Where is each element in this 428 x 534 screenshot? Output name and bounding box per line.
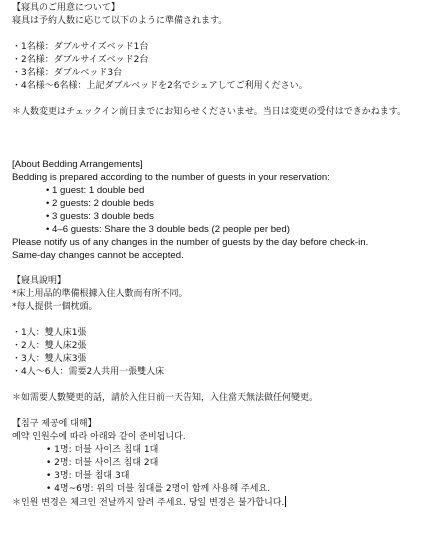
en-item-2: • 2 guests: 2 double beds [46, 198, 154, 209]
ko-item-1: • 1명: 더블 사이즈 침대 1대 [46, 445, 158, 455]
ja-heading: 【寝具のご用意について】 [12, 3, 120, 13]
ja-item-1: ・1名様：ダブルサイズベッド1台 [12, 42, 149, 52]
ko-heading: 【침구 제공에 대해】 [12, 419, 97, 429]
zh-item-3: ・3人：雙人床3張 [12, 354, 87, 364]
zh-line-2: *每人提供一個枕頭。 [12, 302, 98, 312]
en-note-2: Same-day changes cannot be accepted. [12, 250, 184, 261]
ko-intro: 예약 인원수에 따라 아래와 같이 준비됩니다. [12, 432, 186, 442]
ko-note-line[interactable] [12, 496, 420, 509]
en-item-4: • 4–6 guests: Share the 3 double beds (2 people per bed) [46, 224, 290, 235]
ja-note: ＊人数変更はチェックイン前日までにお知らせくださいませ。当日は変更の受付はできかねます。 [12, 107, 407, 117]
en-note-1: Please notify us of any changes in the number of guests by the day before check-in. [12, 237, 369, 248]
ko-note: ＊인원 변경은 체크인 전날까지 알려 주세요. 당일 변경은 불가합니다. [12, 498, 285, 508]
ja-intro: 寝具は予約人数に応じて以下のように準備されます。 [12, 16, 228, 26]
zh-heading: 【寢具說明】 [12, 276, 67, 286]
ja-item-3: ・3名様：ダブルベッド3台 [12, 68, 123, 78]
zh-item-1: ・1人：雙人床1張 [12, 328, 87, 338]
en-item-3: • 3 guests: 3 double beds [46, 211, 154, 222]
zh-line-1: *床上用品的準備根據入住人數而有所不同。 [12, 289, 188, 299]
en-heading: [About Bedding Arrangements] [12, 159, 143, 170]
ko-item-4: • 4명~6명: 위의 더블 침대를 2명이 함께 사용해 주세요. [46, 484, 270, 494]
zh-item-4: ・4人～6人：需要2人共用一張雙人床 [12, 367, 165, 377]
ja-item-2: ・2名様：ダブルサイズベッド2台 [12, 55, 149, 65]
zh-item-2: ・2人：雙人床2張 [12, 341, 87, 351]
ja-item-4: ・4名様～6名様：上記ダブルベッドを2名でシェアしてご利用ください。 [12, 81, 308, 91]
en-intro: Bedding is prepared according to the number of guests in your reservation: [12, 172, 330, 183]
en-item-1: • 1 guest: 1 double bed [46, 185, 144, 196]
zh-note: ＊如需要人數變更的話，請於入住日前一天告知，入住當天無法做任何變更。 [12, 393, 319, 403]
text-cursor [285, 496, 286, 507]
ko-item-3: • 3명: 더블 침대 3대 [46, 471, 129, 481]
ko-item-2: • 2명: 더블 사이즈 침대 2대 [46, 458, 158, 468]
